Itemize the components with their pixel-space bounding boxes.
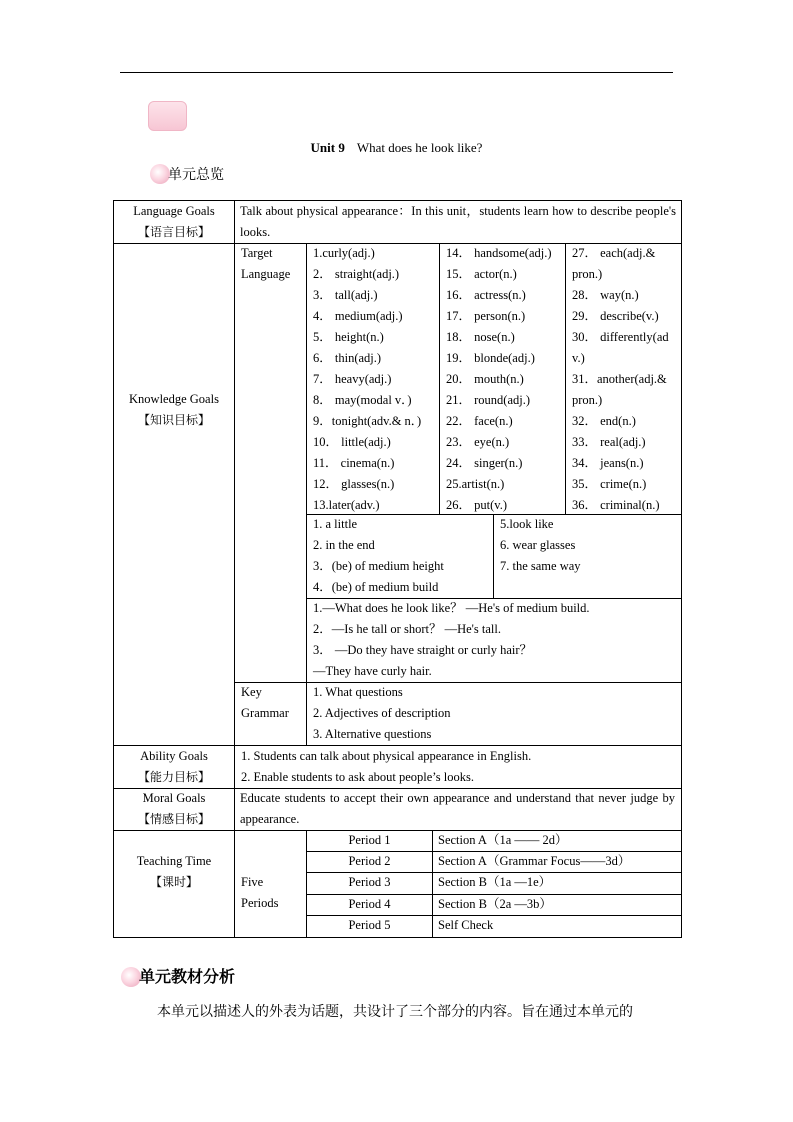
list-item: 2．—Is he tall or short？ —He's tall.	[313, 622, 501, 636]
period-label: Period 1	[348, 833, 391, 847]
list-item: 5.look like	[500, 517, 554, 531]
phrase-col-divider	[493, 514, 494, 599]
unit-title: What does he look like?	[356, 140, 483, 155]
list-item: 16． actress(n.)	[446, 288, 526, 302]
list-item: 28． way(n.)	[572, 288, 639, 302]
section-analysis-title: 单元教材分析	[139, 967, 236, 986]
list-item: 25.artist(n.)	[446, 477, 505, 491]
list-item: 14． handsome(adj.)	[446, 246, 552, 260]
knowledge-goals-label-cn: 【知识目标】	[137, 413, 210, 427]
list-item: v.)	[572, 351, 585, 365]
list-item: 33． real(adj.)	[572, 435, 646, 449]
list-item: 4．(be) of medium build	[313, 580, 439, 594]
period-section: Self Check	[438, 918, 494, 932]
list-item: 20． mouth(n.)	[446, 372, 524, 386]
list-item: 32． end(n.)	[572, 414, 636, 428]
list-item: 4． medium(adj.)	[313, 309, 403, 323]
teaching-time-label: Teaching Time	[136, 854, 212, 868]
list-item: 10． little(adj.)	[313, 435, 391, 449]
list-item: pron.)	[572, 393, 603, 407]
phrases-column-2	[500, 514, 581, 577]
list-item: 6. wear glasses	[500, 538, 576, 552]
top-rule	[120, 72, 673, 73]
ability-goals-label-cn: 【能力目标】	[137, 770, 210, 784]
moral-goals-label: Moral Goals	[142, 791, 206, 805]
list-item: 2． straight(adj.)	[313, 267, 400, 281]
grammar-list	[313, 682, 450, 745]
list-item: 5． height(n.)	[313, 330, 384, 344]
list-item: 2. Enable students to ask about people’s looks.	[241, 770, 474, 784]
period-label: Period 2	[348, 854, 391, 868]
list-item: 35． crime(n.)	[572, 477, 647, 491]
moral-goals-label-cn: 【情感目标】	[137, 812, 210, 826]
list-item: 12． glasses(n.)	[313, 477, 395, 491]
period-label: Period 4	[348, 897, 391, 911]
period-section: Section B（2a —3b）	[438, 897, 552, 911]
section-overview-title: 单元总览	[168, 167, 224, 183]
period-section: Section A（Grammar Focus——3d）	[438, 854, 631, 868]
period-section: Section B（1a —1e）	[438, 875, 552, 889]
list-item: 13.later(adv.)	[313, 498, 380, 512]
sentences-block	[313, 598, 590, 682]
list-item: 7. the same way	[500, 559, 581, 573]
decorative-pink-box	[148, 101, 187, 131]
list-item: 30． differently(ad	[572, 330, 669, 344]
vocab-col-divider	[565, 243, 566, 515]
pink-ball-icon	[121, 967, 141, 987]
list-item: 6． thin(adj.)	[313, 351, 382, 365]
list-item: 19． blonde(adj.)	[446, 351, 535, 365]
ability-goals-list	[241, 746, 531, 788]
vocab-column-3	[572, 243, 669, 516]
language-goals-label: Language Goals	[133, 204, 215, 218]
table-border-right	[681, 200, 682, 938]
five-periods-label: Five Periods	[241, 875, 279, 910]
list-item: 1.—What does he look like？ —He's of medium build.	[313, 601, 590, 615]
list-item: 3． tall(adj.)	[313, 288, 378, 302]
list-item: —They have curly hair.	[313, 664, 432, 678]
list-item: 26． put(v.)	[446, 498, 507, 512]
list-item: 31．another(adj.&	[572, 372, 667, 386]
list-item: 36． criminal(n.)	[572, 498, 660, 512]
language-goals-label-cn: 【语言目标】	[137, 225, 210, 239]
teaching-time-label-cn: 【课时】	[149, 875, 198, 889]
list-item: 1. a little	[313, 517, 358, 531]
list-item: 22． face(n.)	[446, 414, 513, 428]
list-item: 17． person(n.)	[446, 309, 526, 323]
list-item: 2. in the end	[313, 538, 375, 552]
list-item: 8． may(modal v．)	[313, 393, 412, 407]
ability-goals-label: Ability Goals	[140, 749, 208, 763]
list-item: 18． nose(n.)	[446, 330, 515, 344]
table-border-bottom	[113, 937, 682, 938]
list-item: 1. What questions	[313, 685, 403, 699]
target-language-label: Target Language	[241, 246, 291, 281]
list-item: 3. Alternative questions	[313, 727, 432, 741]
period-label: Period 3	[348, 875, 391, 889]
list-item: 11． cinema(n.)	[313, 456, 395, 470]
vocab-column-2	[446, 243, 552, 516]
pink-ball-icon	[150, 164, 170, 184]
phrases-column-1	[313, 514, 444, 598]
list-item: 15． actor(n.)	[446, 267, 517, 281]
list-item: 1.curly(adj.)	[313, 246, 375, 260]
periods-col-divider	[432, 830, 433, 938]
label-divider	[234, 200, 235, 938]
list-item: 23． eye(n.)	[446, 435, 510, 449]
language-goals-content: Talk about physical appearance：In this unit，students learn how to describe people's looks.	[240, 204, 676, 239]
list-item: pron.)	[572, 267, 603, 281]
list-item: 34． jeans(n.)	[572, 456, 644, 470]
knowledge-sub-divider	[306, 243, 307, 746]
list-item: 29． describe(v.)	[572, 309, 659, 323]
list-item: 1. Students can talk about physical appearance in English.	[241, 749, 532, 763]
analysis-intro-text: 本单元以描述人的外表为话题，共设计了三个部分的内容。旨在通过本单元的	[157, 1004, 633, 1020]
period-section: Section A（1a —— 2d）	[438, 833, 568, 847]
vocab-column-1	[313, 243, 421, 516]
period-label: Period 5	[348, 918, 391, 932]
list-item: 9．tonight(adv.& n．)	[313, 414, 422, 428]
section-analysis-heading	[121, 964, 235, 987]
key-grammar-label: Key Grammar	[241, 685, 289, 720]
list-item: 24． singer(n.)	[446, 456, 523, 470]
page-title	[0, 140, 793, 156]
vocab-col-divider	[439, 243, 440, 515]
list-item: 3． —Do they have straight or curly hair？	[313, 643, 533, 657]
list-item: 3．(be) of medium height	[313, 559, 444, 573]
unit-label: Unit 9	[310, 140, 345, 155]
section-overview-heading	[150, 164, 224, 184]
list-item: 27． each(adj.&	[572, 246, 656, 260]
moral-goals-content: Educate students to accept their own appearance and understand that never judge by appearance.	[240, 791, 675, 826]
list-item: 21． round(adj.)	[446, 393, 531, 407]
knowledge-goals-label: Knowledge Goals	[129, 392, 219, 406]
list-item: 2. Adjectives of description	[313, 706, 451, 720]
list-item: 7． heavy(adj.)	[313, 372, 392, 386]
